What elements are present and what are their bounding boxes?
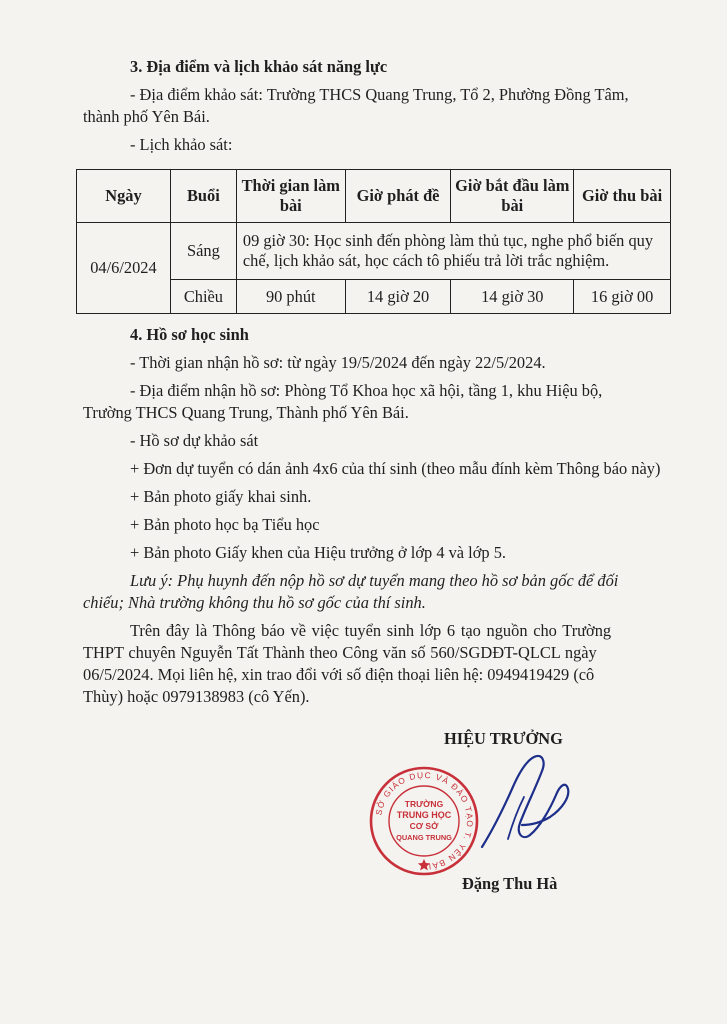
cell-start: 14 giờ 30 — [451, 280, 574, 314]
stamp-line-1: TRƯỜNG — [404, 799, 444, 809]
cell-session-morning: Sáng — [170, 223, 236, 280]
handwritten-signature — [400, 745, 600, 855]
signer-name: Đặng Thu Hà — [462, 874, 558, 893]
doc-item-2: + Bản photo giấy khai sinh. — [130, 487, 312, 506]
table-header-row — [77, 170, 671, 223]
table-row — [77, 223, 671, 280]
doc-item-4: + Bản photo Giấy khen của Hiệu trưởng ở lớp 4 và lớp 5. — [130, 543, 506, 562]
header-duration: Thời gian làm bài — [236, 170, 345, 223]
section-4-heading: 4. Hồ sơ học sinh — [130, 325, 249, 344]
receive-place-line-2: Trường THCS Quang Trung, Thành phố Yên Bái. — [83, 403, 409, 422]
doc-item-3: + Bản photo học bạ Tiểu học — [130, 515, 320, 534]
note-line-2: chiếu; Nhà trường không thu hồ sơ gốc của thí sinh. — [83, 593, 426, 612]
closing-line-1: Trên đây là Thông báo về việc tuyển sinh lớp 6 tạo nguồn cho Trường — [130, 621, 612, 640]
schedule-label: - Lịch khảo sát: — [130, 135, 233, 154]
signer-title: HIỆU TRƯỞNG — [444, 729, 563, 748]
header-collect: Giờ thu bài — [574, 170, 671, 223]
cell-duration: 90 phút — [236, 280, 345, 314]
closing-line-2: THPT chuyên Nguyễn Tất Thành theo Công văn số 560/SGDĐT-QLCL ngày — [83, 643, 597, 662]
receive-place-line-1: - Địa điểm nhận hồ sơ: Phòng Tổ Khoa học xã hội, tầng 1, khu Hiệu bộ, — [130, 381, 603, 400]
header-start: Giờ bắt đầu làm bài — [451, 170, 574, 223]
doc-item-1: + Đơn dự tuyển có dán ảnh 4x6 của thí sinh (theo mẫu đính kèm Thông báo này) — [130, 459, 661, 478]
cell-distribute: 14 giờ 20 — [345, 280, 451, 314]
header-session: Buổi — [170, 170, 236, 223]
cell-session-afternoon: Chiều — [170, 280, 236, 314]
note-line-1: Lưu ý: Phụ huynh đến nộp hồ sơ dự tuyển mang theo hồ sơ bản gốc để đối — [130, 571, 619, 590]
stamp-line-4: QUANG TRUNG — [396, 833, 452, 842]
stamp-line-3: CƠ SỞ — [409, 821, 439, 831]
header-distribute: Giờ phát đề — [345, 170, 451, 223]
docs-label: - Hồ sơ dự khảo sát — [130, 431, 259, 450]
section-3-heading: 3. Địa điểm và lịch khảo sát năng lực — [130, 57, 388, 76]
closing-line-3: 06/5/2024. Mọi liên hệ, xin trao đổi với số điện thoại liên hệ: 0949419429 (cô — [83, 665, 595, 684]
cell-collect: 16 giờ 00 — [574, 280, 671, 314]
header-date: Ngày — [77, 170, 171, 223]
cell-date: 04/6/2024 — [77, 223, 171, 314]
cell-morning-note: 09 giờ 30: Học sinh đến phòng làm thủ tục, nghe phổ biến quy chế, lịch khảo sát, học cách tô phiếu trả lời trắc nghiệm. — [236, 223, 670, 280]
stamp-line-2: TRUNG HỌC — [396, 810, 452, 820]
survey-location-line-2: thành phố Yên Bái. — [83, 107, 210, 126]
schedule-table — [76, 169, 671, 314]
survey-location-line-1: - Địa điểm khảo sát: Trường THCS Quang Trung, Tổ 2, Phường Đồng Tâm, — [130, 85, 629, 104]
stamp-ring-text: SỞ GIÁO DỤC VÀ ĐÀO TẠO T. YÊN BÁI — [373, 769, 476, 872]
closing-line-4: Thùy) hoặc 0979138983 (cô Yến). — [83, 687, 310, 706]
receive-time: - Thời gian nhận hồ sơ: từ ngày 19/5/2024 đến ngày 22/5/2024. — [130, 353, 546, 372]
